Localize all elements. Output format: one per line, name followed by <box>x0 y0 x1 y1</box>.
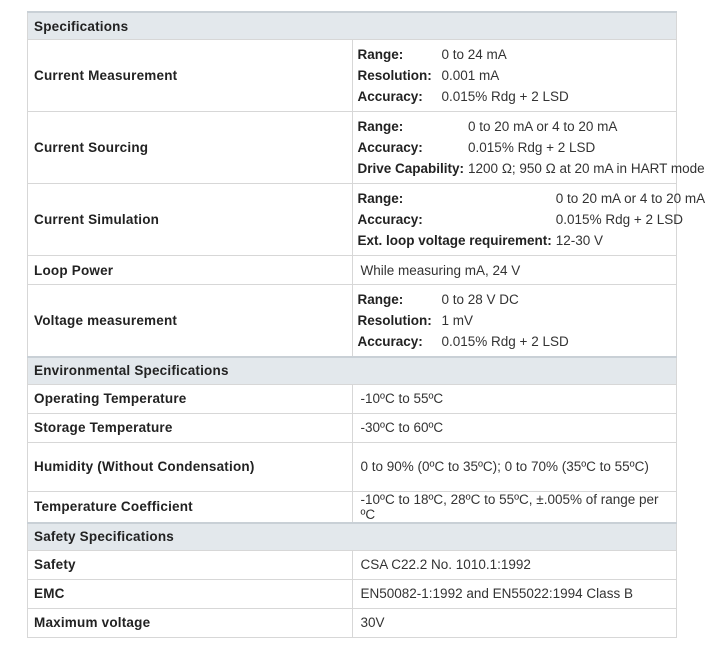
specifications-table <box>27 11 705 638</box>
value: 0 to 20 mA or 4 to 20 mA <box>555 191 705 206</box>
value: 0 to 20 mA or 4 to 20 mA <box>468 119 618 134</box>
row-value: -10ºC to 55ºC <box>352 384 677 413</box>
spec-row-current-simulation <box>28 184 677 256</box>
key: Drive Capability: <box>357 161 465 176</box>
key: Range: <box>357 191 404 206</box>
row-label: Safety <box>28 550 353 579</box>
section-header-specifications <box>28 12 677 40</box>
value: 12-30 V <box>555 233 604 248</box>
key: Range: <box>357 47 404 62</box>
row-value: -30ºC to 60ºC <box>352 413 677 442</box>
section-title: Safety Specifications <box>28 523 677 551</box>
env-row <box>28 413 677 442</box>
key: Resolution: <box>357 68 432 83</box>
spec-row-voltage-measurement <box>28 285 677 357</box>
value: 0.015% Rdg + 2 LSD <box>441 89 569 104</box>
key-value-list <box>358 116 705 179</box>
section-title: Environmental Specifications <box>28 357 677 385</box>
row-label: Storage Temperature <box>28 413 353 442</box>
row-label: Operating Temperature <box>28 384 353 413</box>
row-label: Maximum voltage <box>28 608 353 637</box>
row-value: 30V <box>352 608 677 637</box>
key: Accuracy: <box>357 333 423 349</box>
key: Range: <box>357 291 404 307</box>
env-row <box>28 442 677 491</box>
row-label: Current Measurement <box>28 40 353 112</box>
row-label: Humidity (Without Condensation) <box>28 442 353 491</box>
row-label: Voltage measurement <box>28 285 353 357</box>
row-value: -10ºC to 18ºC, 28ºC to 55ºC, ±.005% of range per ºC <box>352 491 677 523</box>
key: Accuracy: <box>357 140 423 155</box>
value: 0.015% Rdg + 2 LSD <box>555 212 683 227</box>
spec-row-current-sourcing <box>28 112 677 184</box>
row-label: EMC <box>28 579 353 608</box>
key: Range: <box>357 119 404 134</box>
value: 1 mV <box>441 312 474 328</box>
safety-row <box>28 550 677 579</box>
key: Accuracy: <box>357 89 423 104</box>
row-value: 0 to 90% (0ºC to 35ºC); 0 to 70% (35ºC to 55ºC) <box>352 442 677 491</box>
value: 0.015% Rdg + 2 LSD <box>468 140 596 155</box>
spec-row-loop-power <box>28 256 677 285</box>
section-header-environmental <box>28 357 677 385</box>
key-value-list <box>358 44 569 107</box>
row-label: Current Sourcing <box>28 112 353 184</box>
row-value: EN50082-1:1992 and EN55022:1994 Class B <box>352 579 677 608</box>
value: 0.001 mA <box>441 68 500 83</box>
row-value: CSA C22.2 No. 1010.1:1992 <box>352 550 677 579</box>
value: 0 to 28 V DC <box>441 291 519 307</box>
key: Accuracy: <box>357 212 423 227</box>
row-label: Temperature Coefficient <box>28 491 353 523</box>
key-value-list <box>358 289 569 352</box>
spec-row-current-measurement <box>28 40 677 112</box>
safety-row <box>28 608 677 637</box>
row-label: Current Simulation <box>28 184 353 256</box>
row-value: While measuring mA, 24 V <box>352 256 677 285</box>
value: 0.015% Rdg + 2 LSD <box>441 333 569 349</box>
env-row <box>28 491 677 523</box>
value: 1200 Ω; 950 Ω at 20 mA in HART mode <box>468 161 705 176</box>
section-header-safety <box>28 523 677 551</box>
row-label: Loop Power <box>28 256 353 285</box>
specifications-table-wrapper <box>27 11 705 638</box>
section-title: Specifications <box>28 12 677 40</box>
key: Ext. loop voltage requirement: <box>357 233 552 248</box>
value: 0 to 24 mA <box>441 47 507 62</box>
key-value-list <box>358 188 705 251</box>
env-row <box>28 384 677 413</box>
safety-row <box>28 579 677 608</box>
key: Resolution: <box>357 312 432 328</box>
